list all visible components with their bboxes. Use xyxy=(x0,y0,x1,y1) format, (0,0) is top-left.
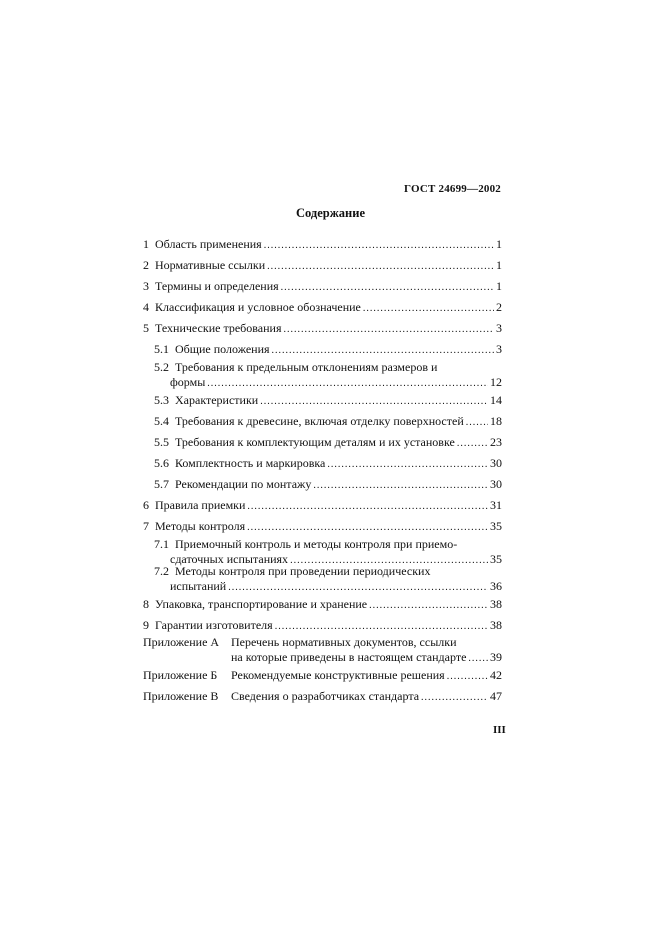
toc-title: Рекомендации по монтажу xyxy=(175,477,312,491)
leader-dots xyxy=(457,436,488,451)
leader-dots xyxy=(264,238,494,253)
toc-entry-6[interactable] xyxy=(143,498,502,514)
toc-entry-2[interactable] xyxy=(143,258,502,274)
toc-page: 38 xyxy=(490,618,502,632)
toc-number: 5.3 xyxy=(154,393,169,407)
toc-page: 1 xyxy=(496,279,502,293)
toc-title: Термины и определения xyxy=(155,279,279,293)
toc-page: 14 xyxy=(490,393,502,407)
leader-dots xyxy=(228,580,488,595)
document-code: ГОСТ 24699—2002 xyxy=(404,183,501,195)
toc-page: 30 xyxy=(490,477,502,491)
leader-dots xyxy=(275,619,488,634)
toc-number: 7 xyxy=(143,519,149,533)
leader-dots xyxy=(260,394,488,409)
toc-entry-5-1[interactable] xyxy=(154,342,502,358)
toc-number: 6 xyxy=(143,498,149,512)
toc-entry-7-2[interactable] xyxy=(154,564,502,595)
toc-title: Классификация и условное обозначение xyxy=(155,300,361,314)
toc-entry-9[interactable] xyxy=(143,618,502,634)
toc-title: Комплектность и маркировка xyxy=(175,456,326,470)
toc-title-line1: Приемочный контроль и методы контроля при приемо- xyxy=(175,537,458,551)
toc-entry-3[interactable] xyxy=(143,279,502,295)
toc-title-line1: Требования к предельным отклонениям размеров и xyxy=(175,360,438,374)
toc-page: 31 xyxy=(490,498,502,512)
toc-title-line1: Перечень нормативных документов, ссылки xyxy=(231,635,457,649)
toc-appendix-a[interactable] xyxy=(143,635,502,666)
appendix-label: Приложение А xyxy=(143,635,220,649)
toc-entry-5[interactable] xyxy=(143,321,502,337)
toc-number: 5.7 xyxy=(154,477,169,491)
toc-page: 35 xyxy=(490,519,502,533)
toc-entry-8[interactable] xyxy=(143,597,502,613)
leader-dots xyxy=(468,651,488,666)
toc-page: 30 xyxy=(490,456,502,470)
toc-title-line1: Методы контроля при проведении периодических xyxy=(175,564,431,578)
toc-title: Гарантии изготовителя xyxy=(155,618,273,632)
toc-page: 36 xyxy=(490,579,502,593)
toc-title: Требования к древесине, включая отделку поверхностей xyxy=(175,414,464,428)
toc-title: Сведения о разработчиках стандарта xyxy=(231,689,420,703)
toc-page: 2 xyxy=(496,300,502,314)
toc-title: формы xyxy=(170,375,206,389)
toc-number: 3 xyxy=(143,279,149,293)
toc-number: 7.2 xyxy=(154,564,169,578)
page-title: Содержание xyxy=(295,206,365,220)
toc-entry-5-2[interactable] xyxy=(154,360,502,391)
toc-page: 1 xyxy=(496,258,502,272)
leader-dots xyxy=(207,376,488,391)
leader-dots xyxy=(466,415,488,430)
toc-title: Упаковка, транспортирование и хранение xyxy=(155,597,368,611)
toc-page: 1 xyxy=(496,237,502,251)
toc-title: Область применения xyxy=(155,237,262,251)
toc-page: 12 xyxy=(490,375,502,389)
toc-number: 5 xyxy=(143,321,149,335)
leader-dots xyxy=(247,520,488,535)
toc-number: 1 xyxy=(143,237,149,251)
toc-title: Рекомендуемые конструктивные решения xyxy=(231,668,445,682)
toc-entry-5-5[interactable] xyxy=(154,435,502,451)
appendix-label: Приложение Б xyxy=(143,668,218,682)
toc-entry-7[interactable] xyxy=(143,519,502,535)
leader-dots xyxy=(421,690,488,705)
leader-dots xyxy=(313,478,488,493)
toc-number: 5.6 xyxy=(154,456,169,470)
leader-dots xyxy=(283,322,494,337)
leader-dots xyxy=(281,280,494,295)
toc-number: 5.1 xyxy=(154,342,169,356)
toc-page: 39 xyxy=(490,650,502,664)
leader-dots xyxy=(267,259,494,274)
toc-number: 4 xyxy=(143,300,149,314)
toc-number: 5.2 xyxy=(154,360,169,374)
toc-page: 18 xyxy=(490,414,502,428)
toc-title: испытаний xyxy=(170,579,227,593)
toc-title: сдаточных испытаниях xyxy=(170,552,289,566)
leader-dots xyxy=(327,457,488,472)
toc-number: 5.5 xyxy=(154,435,169,449)
toc-number: 2 xyxy=(143,258,149,272)
toc-title: Общие положения xyxy=(175,342,270,356)
toc-appendix-b[interactable] xyxy=(143,668,502,684)
appendix-label: Приложение В xyxy=(143,689,219,703)
toc-entry-5-7[interactable] xyxy=(154,477,502,493)
toc-page: 47 xyxy=(490,689,502,703)
toc-number: 5.4 xyxy=(154,414,169,428)
toc-entry-4[interactable] xyxy=(143,300,502,316)
toc-title: Характеристики xyxy=(175,393,259,407)
toc-number: 9 xyxy=(143,618,149,632)
toc-title: Нормативные ссылки xyxy=(155,258,266,272)
toc-entry-5-4[interactable] xyxy=(154,414,502,430)
toc-page: 3 xyxy=(496,342,502,356)
toc-entry-5-6[interactable] xyxy=(154,456,502,472)
toc-title: Методы контроля xyxy=(155,519,246,533)
toc-page: 35 xyxy=(490,552,502,566)
toc-appendix-v[interactable] xyxy=(143,689,502,705)
toc-title: Технические требования xyxy=(155,321,282,335)
toc-page: 42 xyxy=(490,668,502,682)
toc-page: 23 xyxy=(490,435,502,449)
leader-dots xyxy=(247,499,488,514)
page-number: III xyxy=(493,724,506,736)
leader-dots xyxy=(363,301,494,316)
leader-dots xyxy=(369,598,488,613)
toc-number: 8 xyxy=(143,597,149,611)
toc-entry-1[interactable] xyxy=(143,237,502,253)
toc-page: 3 xyxy=(496,321,502,335)
toc-title: на которые приведены в настоящем стандарте xyxy=(231,650,467,664)
toc-title: Правила приемки xyxy=(155,498,246,512)
toc-title: Требования к комплектующим деталям и их установке xyxy=(175,435,455,449)
toc-page: 38 xyxy=(490,597,502,611)
leader-dots xyxy=(272,343,494,358)
leader-dots xyxy=(447,669,488,684)
toc-number: 7.1 xyxy=(154,537,169,551)
toc-entry-5-3[interactable] xyxy=(154,393,502,409)
